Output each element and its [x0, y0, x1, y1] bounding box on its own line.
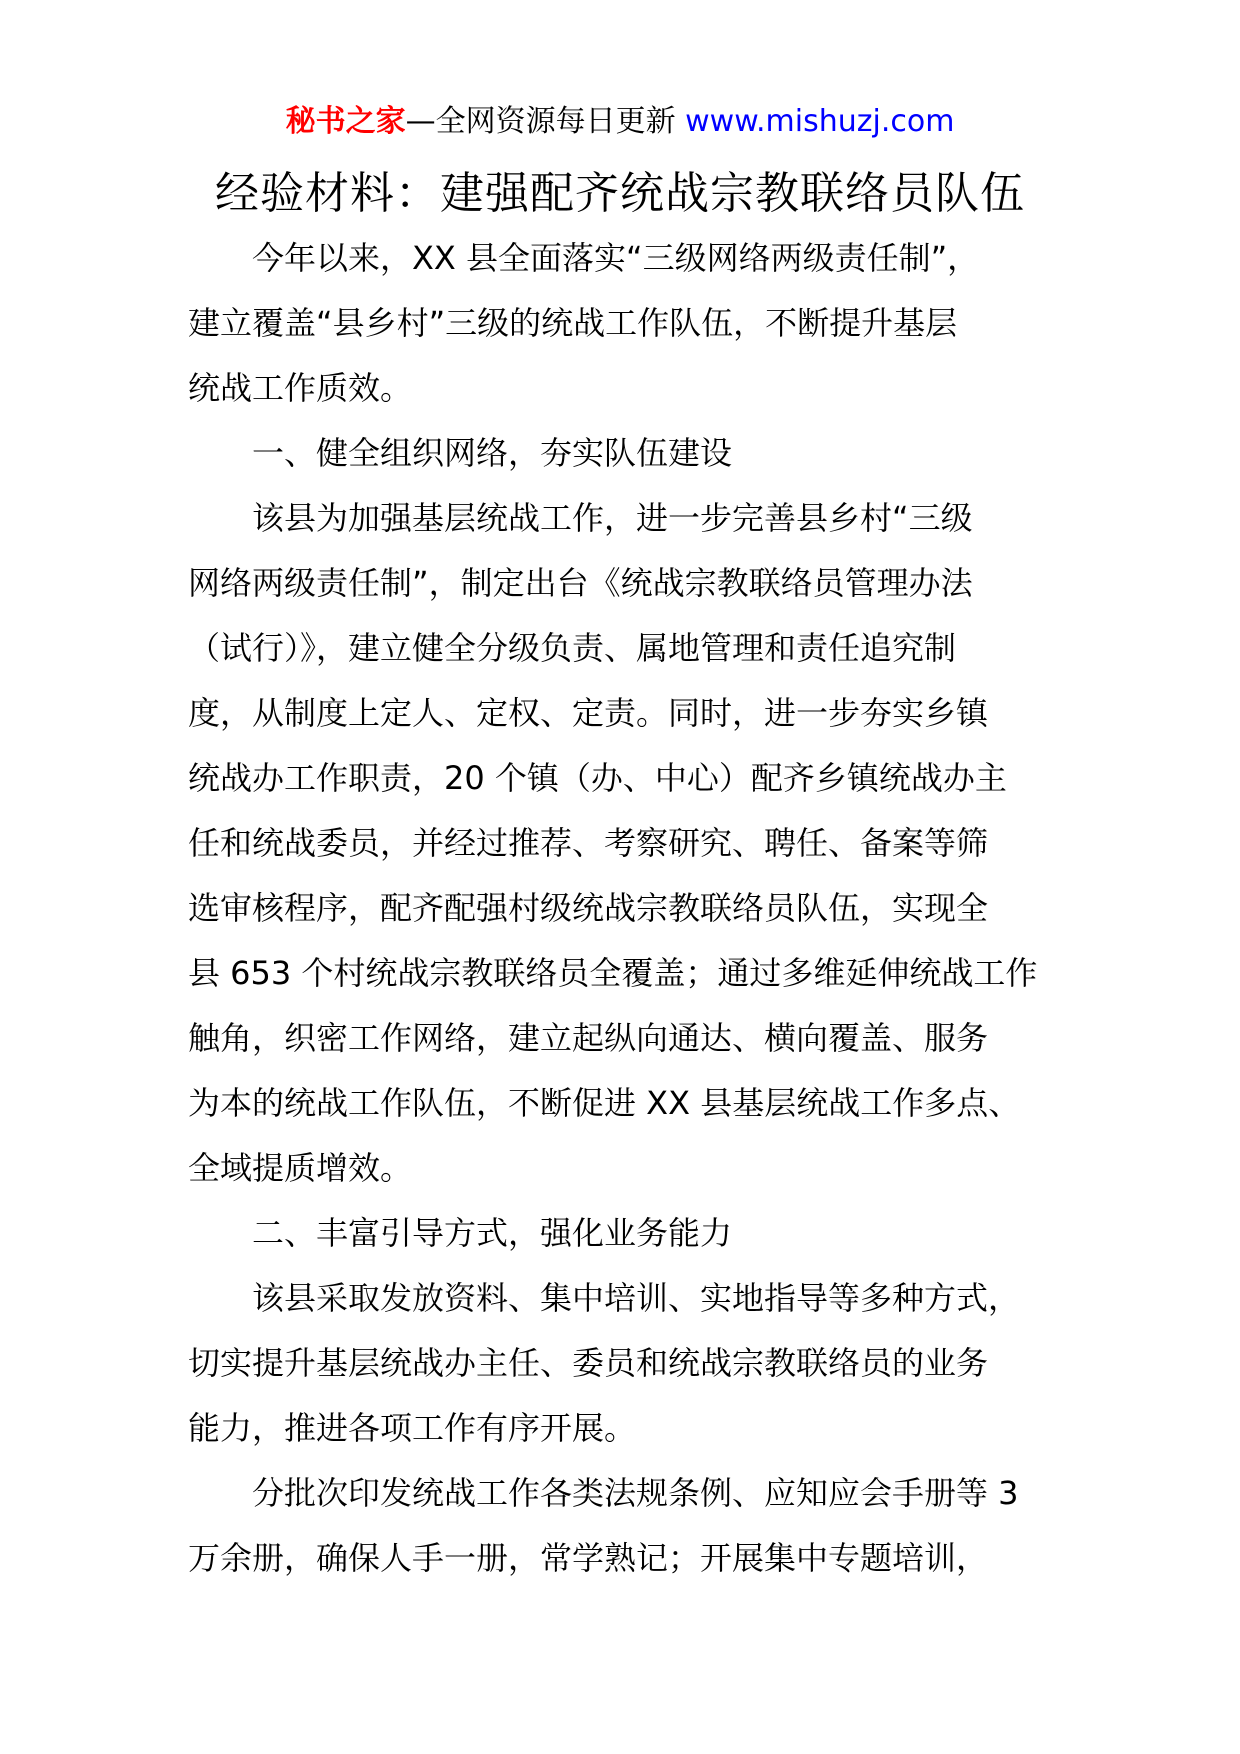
body-line: 今年以来，XX 县全面落实“三级网络两级责任制”， — [252, 239, 980, 277]
body-line: 选审核程序，配齐配强村级统战宗教联络员队伍，实现全 — [188, 889, 989, 927]
document-body — [188, 226, 1052, 1591]
body-line: 分批次印发统战工作各类法规条例、应知应会手册等 3 — [252, 1474, 1019, 1512]
section-heading-1: 一、健全组织网络，夯实队伍建设 — [252, 434, 733, 472]
body-line: 统战办工作职责，20 个镇（办、中心）配齐乡镇统战办主 — [188, 759, 1007, 797]
body-line: 该县采取发放资料、集中培训、实地指导等多种方式， — [252, 1279, 1021, 1317]
body-line: 度，从制度上定人、定权、定责。同时，进一步夯实乡镇 — [188, 694, 989, 732]
body-line: 建立覆盖“县乡村”三级的统战工作队伍，不断提升基层 — [188, 304, 958, 342]
body-line: 该县为加强基层统战工作，进一步完善县乡村“三级 — [252, 499, 973, 537]
header-tagline: —全网资源每日更新 — [405, 104, 676, 139]
site-header — [0, 100, 1240, 144]
body-line: 切实提升基层统战办主任、委员和统战宗教联络员的业务 — [188, 1344, 989, 1382]
body-line: 统战工作质效。 — [188, 369, 413, 407]
document-title: 经验材料：建强配齐统战宗教联络员队伍 — [215, 168, 1025, 219]
body-line: 万余册，确保人手一册，常学熟记；开展集中专题培训， — [188, 1539, 989, 1577]
brand-name: 秘书之家 — [285, 104, 406, 139]
body-line: 任和统战委员，并经过推荐、考察研究、聘任、备案等筛 — [188, 824, 989, 862]
body-line: 能力，推进各项工作有序开展。 — [188, 1409, 637, 1447]
body-line: （试行）》，建立健全分级负责、属地管理和责任追究制 — [188, 629, 957, 667]
body-line: 网络两级责任制”，制定出台《统战宗教联络员管理办法 — [188, 564, 973, 602]
section-heading-2: 二、丰富引导方式，强化业务能力 — [252, 1214, 733, 1252]
body-line: 县 653 个村统战宗教联络员全覆盖；通过多维延伸统战工作 — [188, 954, 1038, 992]
site-url-link[interactable]: www.mishuzj.com — [685, 104, 955, 139]
body-line: 为本的统战工作队伍，不断促进 XX 县基层统战工作多点、 — [188, 1084, 1021, 1122]
body-line: 触角，织密工作网络，建立起纵向通达、横向覆盖、服务 — [188, 1019, 989, 1057]
body-line: 全域提质增效。 — [188, 1149, 413, 1187]
